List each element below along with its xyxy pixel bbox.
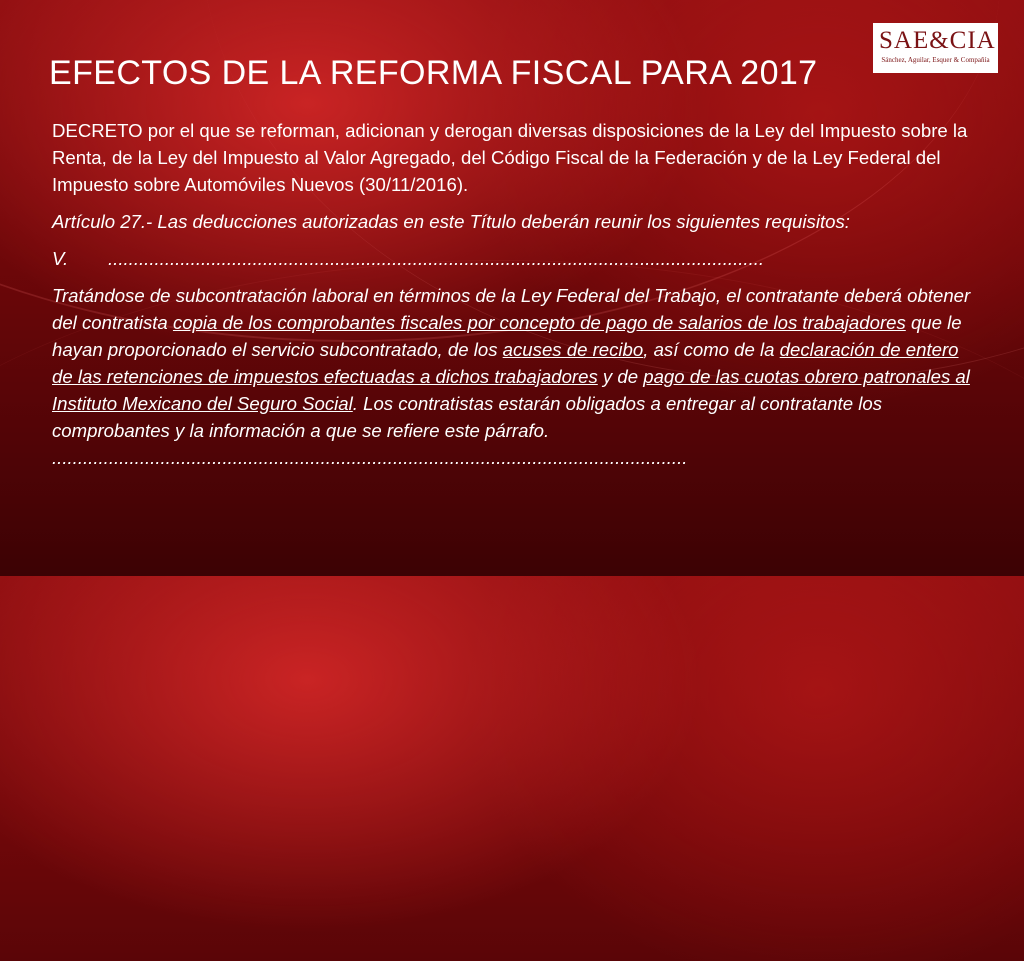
logo-subtitle: Sánchez, Aguilar, Esquer & Compañía bbox=[881, 56, 990, 64]
text-segment: , así como de la bbox=[643, 339, 780, 360]
text-segment: que le hayan proporcionado el servicio subcontratado, de los bbox=[52, 312, 962, 360]
company-logo bbox=[873, 23, 998, 73]
text-segment: . Los contratistas estarán obligados a entregar al contratante los comprobantes y la información a que se refiere este párrafo. bbox=[52, 393, 882, 441]
article-heading: Artículo 27.- Las deducciones autorizadas en este Título deberán reunir los siguientes requisitos: bbox=[52, 211, 850, 232]
underlined-requirement: pago de las cuotas obrero patronales al Instituto Mexicano del Seguro Social bbox=[52, 366, 970, 414]
slide-title: EFECTOS DE LA REFORMA FISCAL PARA 2017 bbox=[49, 54, 818, 92]
fraction-item bbox=[52, 245, 982, 272]
subcontracting-paragraph bbox=[52, 282, 982, 471]
fraction-number: V. bbox=[52, 248, 69, 269]
text-segment: y de bbox=[597, 366, 644, 387]
decree-paragraph: DECRETO por el que se reforman, adicionan y derogan diversas disposiciones de la Ley del Impuesto sobre la Renta, de la Ley del Impuesto al Valor Agregado, del Código Fiscal de la Federación y de la Ley Federal del Impuesto sobre Automóviles Nuevos (30/11/2016). bbox=[52, 120, 968, 195]
fraction-ellipsis: ............................................................................................................................... bbox=[108, 248, 765, 269]
logo-name: SAE&CIA bbox=[879, 27, 996, 54]
slide-body bbox=[52, 117, 982, 471]
underlined-requirement: declaración de entero de las retenciones de impuestos efectuadas a dichos trabajadores bbox=[52, 339, 959, 387]
underlined-requirement: copia de los comprobantes fiscales por concepto de pago de salarios de los trabajadores bbox=[172, 312, 906, 333]
trailing-ellipsis: ........................................................................................................................... bbox=[52, 447, 688, 468]
underlined-requirement: acuses de recibo bbox=[502, 339, 644, 360]
text-segment: Tratándose de subcontratación laboral en términos de la Ley Federal del Trabajo, el contratante deberá obtener del contratista bbox=[52, 285, 971, 333]
